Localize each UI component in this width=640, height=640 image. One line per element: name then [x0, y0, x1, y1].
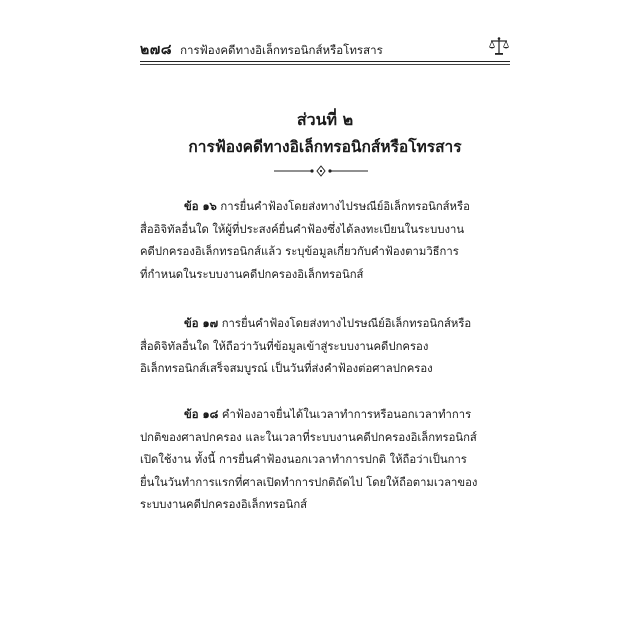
article-line: คดีปกครองอิเล็กทรอนิกส์แล้ว ระบุข้อมูลเกี่ยวกับคำฟ้องตามวิธีการ: [140, 245, 459, 259]
header-rule: [140, 61, 510, 62]
section-title: การฟ้องคดีทางอิเล็กทรอนิกส์หรือโทรสาร: [188, 138, 462, 156]
article-17: [140, 313, 510, 381]
section-number: ส่วนที่ ๒: [296, 110, 354, 129]
article-line: ปกติของศาลปกครอง และในเวลาที่ระบบงานคดีปกครองอิเล็กทรอนิกส์: [140, 430, 477, 444]
article-text: การยื่นคำฟ้องโดยส่งทางไปรษณีย์อิเล็กทรอนิกส์หรือ: [221, 317, 472, 330]
page-number: ๒๗๘: [140, 42, 173, 58]
article-line: [140, 313, 510, 336]
article-line: เปิดใช้งาน ทั้งนี้ การยื่นคำฟ้องนอกเวลาทำการปกติ ให้ถือว่าเป็นการ: [140, 453, 467, 467]
running-head: [140, 38, 510, 58]
article-line: สื่อดิจิทัลอื่นใด ให้ถือว่าวันที่ข้อมูลเข้าสู่ระบบงานคดีปกครอง: [140, 339, 429, 353]
ornament-divider-icon: [272, 164, 370, 178]
article-label: ข้อ ๑๘: [184, 408, 219, 421]
article-label: ข้อ ๑๗: [184, 317, 219, 330]
article-text: คำฟ้องอาจยื่นได้ในเวลาทำการหรือนอกเวลาทำการ: [221, 408, 472, 421]
article-text: การยื่นคำฟ้องโดยส่งทางไปรษณีย์อิเล็กทรอนิกส์หรือ: [220, 200, 470, 213]
running-head-title: การฟ้องคดีทางอิเล็กทรอนิกส์หรือโทรสาร: [180, 43, 383, 57]
article-line: ระบบงานคดีปกครองอิเล็กทรอนิกส์: [140, 498, 308, 512]
article-line: [140, 196, 510, 219]
scales-of-justice-icon: [488, 36, 510, 56]
article-line: ที่กำหนดในระบบงานคดีปกครองอิเล็กทรอนิกส์: [140, 267, 364, 281]
article-line: [140, 404, 510, 427]
article-line: ยื่นในวันทำการแรกที่ศาลเปิดทำการปกติถัดไป โดยให้ถือตามเวลาของ: [140, 475, 478, 489]
article-16: [140, 196, 510, 286]
article-18: [140, 404, 510, 517]
header-rule-thin: [140, 64, 510, 65]
article-label: ข้อ ๑๖: [184, 200, 217, 213]
article-line: อิเล็กทรอนิกส์เสร็จสมบูรณ์ เป็นวันที่ส่งคำฟ้องต่อศาลปกครอง: [140, 362, 433, 376]
article-line: สื่ออิจิทัลอื่นใด ให้ผู้ที่ประสงค์ยื่นคำฟ้องซึ่งได้ลงทะเบียนในระบบงาน: [140, 222, 465, 236]
